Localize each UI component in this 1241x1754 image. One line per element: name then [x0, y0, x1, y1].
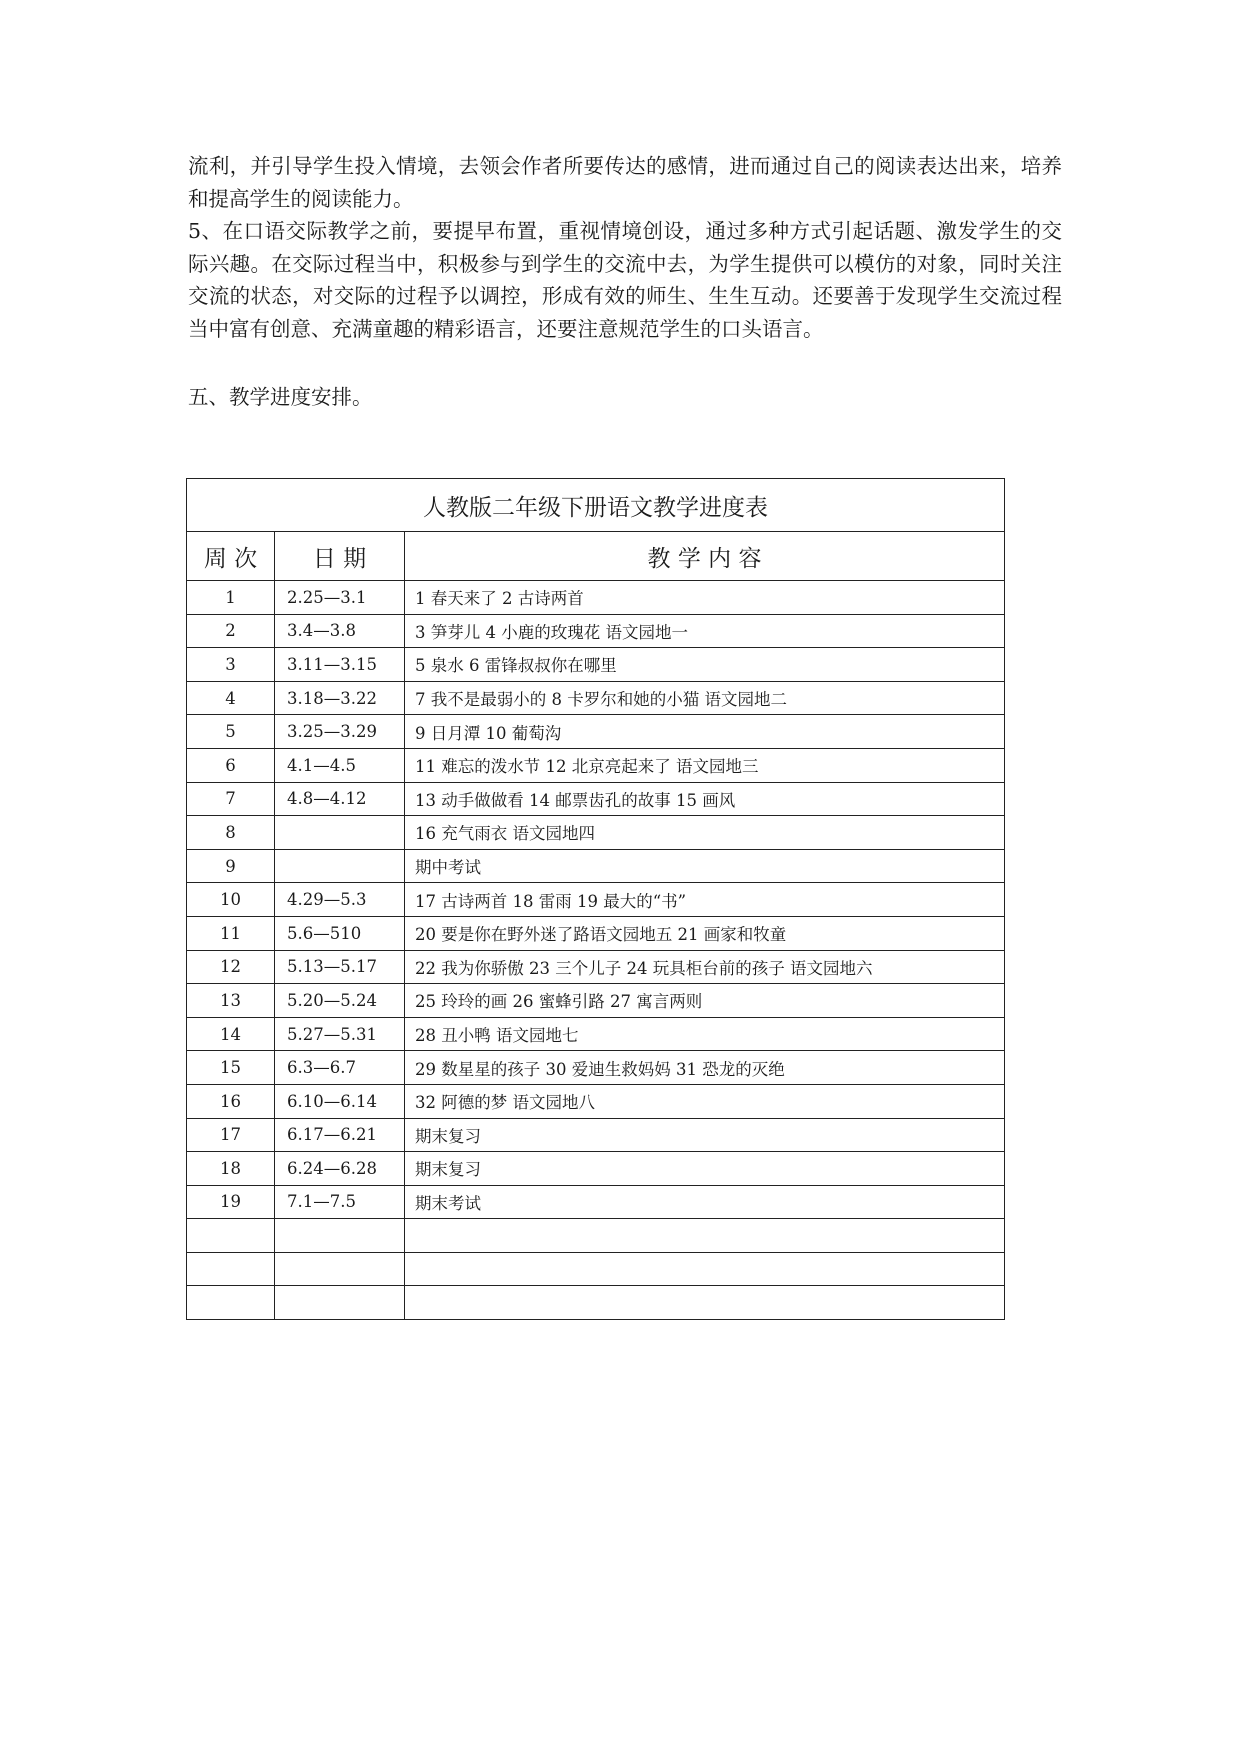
cell-date: 5.13—5.17	[275, 950, 405, 984]
cell-content: 13 动手做做看 14 邮票齿孔的故事 15 画风	[405, 782, 1005, 816]
cell-date: 6.3—6.7	[275, 1051, 405, 1085]
table-row	[187, 648, 1005, 682]
table-row	[187, 1051, 1005, 1085]
cell-week: 6	[187, 748, 275, 782]
cell-content: 32 阿德的梦 语文园地八	[405, 1084, 1005, 1118]
cell-date: 3.25—3.29	[275, 715, 405, 749]
header-content: 教 学 内 容	[405, 532, 1005, 581]
schedule-table	[186, 478, 1005, 1320]
cell-date: 4.8—4.12	[275, 782, 405, 816]
cell-week: 10	[187, 883, 275, 917]
cell-week: 17	[187, 1118, 275, 1152]
table-header-row	[187, 532, 1005, 581]
header-date: 日 期	[275, 532, 405, 581]
section-heading: 五、教学进度安排。	[188, 385, 373, 409]
cell-content: 28 丑小鸭 语文园地七	[405, 1017, 1005, 1051]
table-row	[187, 1185, 1005, 1219]
table-row	[187, 916, 1005, 950]
table-row	[187, 1152, 1005, 1186]
cell-content: 7 我不是最弱小的 8 卡罗尔和她的小猫 语文园地二	[405, 681, 1005, 715]
table-row	[187, 984, 1005, 1018]
cell-date	[275, 816, 405, 850]
cell-week: 18	[187, 1152, 275, 1186]
cell-content: 期末考试	[405, 1185, 1005, 1219]
table-row	[187, 1286, 1005, 1320]
cell-date: 6.17—6.21	[275, 1118, 405, 1152]
cell-week: 4	[187, 681, 275, 715]
cell-date: 3.4—3.8	[275, 614, 405, 648]
table-row	[187, 950, 1005, 984]
cell-week: 8	[187, 816, 275, 850]
cell-week	[187, 1252, 275, 1286]
cell-content: 9 日月潭 10 葡萄沟	[405, 715, 1005, 749]
table-row	[187, 614, 1005, 648]
cell-date: 6.10—6.14	[275, 1084, 405, 1118]
cell-week: 14	[187, 1017, 275, 1051]
cell-date: 6.24—6.28	[275, 1152, 405, 1186]
cell-week: 5	[187, 715, 275, 749]
table-row	[187, 816, 1005, 850]
cell-week: 13	[187, 984, 275, 1018]
cell-content	[405, 1286, 1005, 1320]
cell-week	[187, 1286, 275, 1320]
cell-date: 4.29—5.3	[275, 883, 405, 917]
table-row	[187, 1219, 1005, 1253]
paragraph-oral-communication: 5、在口语交际教学之前，要提早布置，重视情境创设，通过多种方式引起话题、激发学生的交际兴趣。在交际过程当中，积极参与到学生的交流中去，为学生提供可以模仿的对象，同时关注交流的状态，对交际的过程予以调控，形成有效的师生、生生互动。还要善于发现学生交流过程当中富有创意、充满童趣的精彩语言，还要注意规范学生的口头语言。	[188, 219, 1062, 341]
cell-content: 29 数星星的孩子 30 爱迪生救妈妈 31 恐龙的灭绝	[405, 1051, 1005, 1085]
cell-date: 3.11—3.15	[275, 648, 405, 682]
table-row	[187, 1252, 1005, 1286]
cell-week: 7	[187, 782, 275, 816]
cell-week: 2	[187, 614, 275, 648]
cell-date: 5.6—510	[275, 916, 405, 950]
cell-content	[405, 1252, 1005, 1286]
cell-content: 22 我为你骄傲 23 三个儿子 24 玩具柜台前的孩子 语文园地六	[405, 950, 1005, 984]
body-text	[188, 150, 1062, 345]
table-row	[187, 1017, 1005, 1051]
cell-week: 12	[187, 950, 275, 984]
cell-date: 5.20—5.24	[275, 984, 405, 1018]
table-row	[187, 1084, 1005, 1118]
cell-week: 16	[187, 1084, 275, 1118]
cell-date	[275, 1252, 405, 1286]
table-row	[187, 681, 1005, 715]
table-row	[187, 1118, 1005, 1152]
cell-content: 期末复习	[405, 1118, 1005, 1152]
cell-date: 2.25—3.1	[275, 581, 405, 615]
cell-week: 3	[187, 648, 275, 682]
cell-week: 19	[187, 1185, 275, 1219]
cell-content: 16 充气雨衣 语文园地四	[405, 816, 1005, 850]
cell-content: 1 春天来了 2 古诗两首	[405, 581, 1005, 615]
table-row	[187, 748, 1005, 782]
table-row	[187, 883, 1005, 917]
cell-date	[275, 849, 405, 883]
cell-content: 期中考试	[405, 849, 1005, 883]
cell-content	[405, 1219, 1005, 1253]
cell-content: 3 笋芽儿 4 小鹿的玫瑰花 语文园地一	[405, 614, 1005, 648]
header-week: 周 次	[187, 532, 275, 581]
cell-date	[275, 1219, 405, 1253]
table-row	[187, 715, 1005, 749]
cell-week: 15	[187, 1051, 275, 1085]
paragraph-reading: 流利，并引导学生投入情境，去领会作者所要传达的感情，进而通过自己的阅读表达出来，培养和提高学生的阅读能力。	[188, 154, 1062, 211]
cell-content: 期末复习	[405, 1152, 1005, 1186]
table-row	[187, 581, 1005, 615]
table-row	[187, 782, 1005, 816]
cell-date: 7.1—7.5	[275, 1185, 405, 1219]
cell-week: 9	[187, 849, 275, 883]
cell-content: 17 古诗两首 18 雷雨 19 最大的“书”	[405, 883, 1005, 917]
cell-content: 20 要是你在野外迷了路语文园地五 21 画家和牧童	[405, 916, 1005, 950]
cell-week	[187, 1219, 275, 1253]
cell-week: 1	[187, 581, 275, 615]
cell-content: 5 泉水 6 雷锋叔叔你在哪里	[405, 648, 1005, 682]
cell-content: 11 难忘的泼水节 12 北京亮起来了 语文园地三	[405, 748, 1005, 782]
cell-content: 25 玲玲的画 26 蜜蜂引路 27 寓言两则	[405, 984, 1005, 1018]
table-row	[187, 849, 1005, 883]
table-title: 人教版二年级下册语文教学进度表	[187, 479, 1005, 532]
cell-date: 5.27—5.31	[275, 1017, 405, 1051]
cell-date: 4.1—4.5	[275, 748, 405, 782]
cell-week: 11	[187, 916, 275, 950]
cell-date: 3.18—3.22	[275, 681, 405, 715]
cell-date	[275, 1286, 405, 1320]
